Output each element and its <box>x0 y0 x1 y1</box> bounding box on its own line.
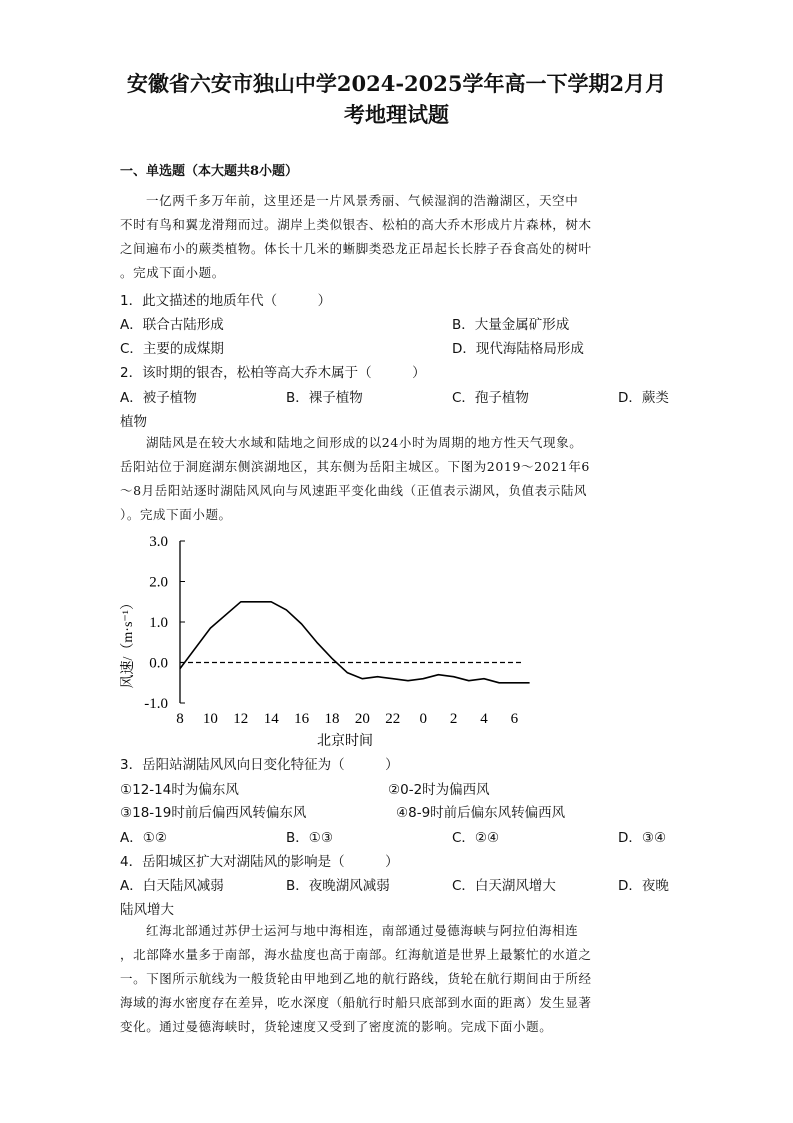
x-tick-label: 12 <box>233 711 249 727</box>
series-line-0 <box>180 602 530 683</box>
passage-1-line: 一亿两千多万年前，这里还是一片风景秀丽、气候湿润的浩瀚湖区，天空中 <box>146 193 579 208</box>
chart-marks <box>180 602 530 683</box>
x-tick-label: 22 <box>385 711 401 727</box>
question-2-option-a[interactable]: A．被子植物 <box>120 390 197 406</box>
question-3-statement-4: ④8-9时前后偏东风转偏西风 <box>396 805 566 821</box>
passage-3-line: ，北部降水量多于南部，海水盐度也高于南部。红海航道是世界上最繁忙的水道之 <box>120 947 592 962</box>
passage-2 <box>120 431 672 527</box>
question-3-statement-3: ③18-19时前后偏西风转偏东风 <box>120 805 307 821</box>
question-2-option-b[interactable]: B．裸子植物 <box>286 390 363 406</box>
passage-3-line: 一。下图所示航线为一般货轮由甲地到乙地的航行路线，货轮在航行期间由于所经 <box>120 971 592 986</box>
question-4-option-a[interactable]: A．白天陆风减弱 <box>120 878 224 894</box>
question-3-statement-1: ①12-14时为偏东风 <box>120 782 239 798</box>
y-tick-label: 0.0 <box>149 655 168 672</box>
question-2-option-d[interactable]: D．蕨类 <box>618 390 669 406</box>
x-tick-label: 4 <box>480 711 488 727</box>
x-axis-label: 北京时间 <box>317 734 373 749</box>
question-1-stem: 1．此文描述的地质年代（ ） <box>120 293 332 309</box>
y-tick-label: -1.0 <box>144 696 168 712</box>
passage-3 <box>120 919 672 1039</box>
question-3-statement-2: ②0-2时为偏西风 <box>388 782 490 798</box>
passage-1-line: 不时有鸟和翼龙滑翔而过。湖岸上类似银杏、松柏的高大乔木形成片片森林，树木 <box>120 217 592 232</box>
x-tick-label: 6 <box>510 711 519 727</box>
question-4-option-b[interactable]: B．夜晚湖风减弱 <box>286 878 390 894</box>
chart-axes <box>119 534 519 749</box>
question-4-option-c[interactable]: C．白天湖风增大 <box>452 878 556 894</box>
wind-speed-chart <box>110 528 540 750</box>
y-tick-label: 1.0 <box>149 615 168 631</box>
question-4-option-d-continued: 陆风增大 <box>120 902 174 918</box>
passage-2-line: 岳阳站位于洞庭湖东侧滨湖地区，其东侧为岳阳主城区。下图为2019～2021年6 <box>120 459 590 474</box>
passage-1 <box>120 189 672 285</box>
passage-2-line: ）。完成下面小题。 <box>120 507 232 522</box>
passage-1-line: 。完成下面小题。 <box>120 265 225 280</box>
x-tick-label: 18 <box>324 711 340 727</box>
passage-2-line: ～8月岳阳站逐时湖陆风风向与风速距平变化曲线（正值表示湖风，负值表示陆风 <box>120 483 588 498</box>
y-tick-label: 2.0 <box>149 574 168 591</box>
question-4-stem: 4．岳阳城区扩大对湖陆风的影响是（ ） <box>120 854 399 870</box>
section-heading: 一、单选题（本大题共8小题） <box>120 164 299 179</box>
question-3-stem: 3．岳阳站湖陆风风向日变化特征为（ ） <box>120 757 399 773</box>
question-3-option-b[interactable]: B．①③ <box>286 830 333 846</box>
passage-3-line: 红海北部通过苏伊士运河与地中海相连，南部通过曼德海峡与阿拉伯海相连 <box>146 923 579 938</box>
x-tick-label: 8 <box>176 711 184 727</box>
x-tick-label: 2 <box>449 711 458 727</box>
question-4-option-d[interactable]: D．夜晚 <box>618 878 669 894</box>
page-title-line1: 安徽省六安市独山中学2024-2025学年高一下学期2月月 <box>126 71 667 96</box>
x-tick-label: 0 <box>419 711 427 727</box>
question-2-option-c[interactable]: C．孢子植物 <box>452 390 529 406</box>
question-1-option-d[interactable]: D．现代海陆格局形成 <box>452 341 584 357</box>
x-tick-label: 10 <box>202 711 218 727</box>
passage-3-line: 海域的海水密度存在差异，吃水深度（船航行时船只底部到水面的距离）发生显著 <box>120 995 592 1010</box>
y-tick-label: 3.0 <box>149 534 168 550</box>
question-1-option-c[interactable]: C．主要的成煤期 <box>120 341 224 357</box>
passage-2-line: 湖陆风是在较大水域和陆地之间形成的以24小时为周期的地方性天气现象。 <box>146 435 583 450</box>
question-1-option-a[interactable]: A．联合古陆形成 <box>120 317 224 333</box>
question-3-option-a[interactable]: A．①② <box>120 830 167 846</box>
question-2-stem: 2．该时期的银杏，松柏等高大乔木属于（ ） <box>120 365 426 381</box>
x-tick-label: 20 <box>354 711 370 727</box>
y-axis-label: 风速/（m·s⁻¹） <box>121 596 136 689</box>
x-tick-label: 14 <box>263 711 279 727</box>
question-2-option-d-continued: 植物 <box>120 414 147 430</box>
question-3-option-c[interactable]: C．②④ <box>452 830 500 846</box>
passage-3-line: 变化。通过曼德海峡时，货轮速度又受到了密度流的影响。完成下面小题。 <box>120 1019 553 1034</box>
page-title-line2: 考地理试题 <box>344 102 449 127</box>
question-1-option-b[interactable]: B．大量金属矿形成 <box>452 317 570 333</box>
x-tick-label: 16 <box>294 711 310 727</box>
question-3-option-d[interactable]: D．③④ <box>618 830 667 846</box>
passage-1-line: 之间遍布小的蕨类植物。体长十几米的蜥脚类恐龙正昂起长长脖子吞食高处的树叶 <box>120 241 592 256</box>
